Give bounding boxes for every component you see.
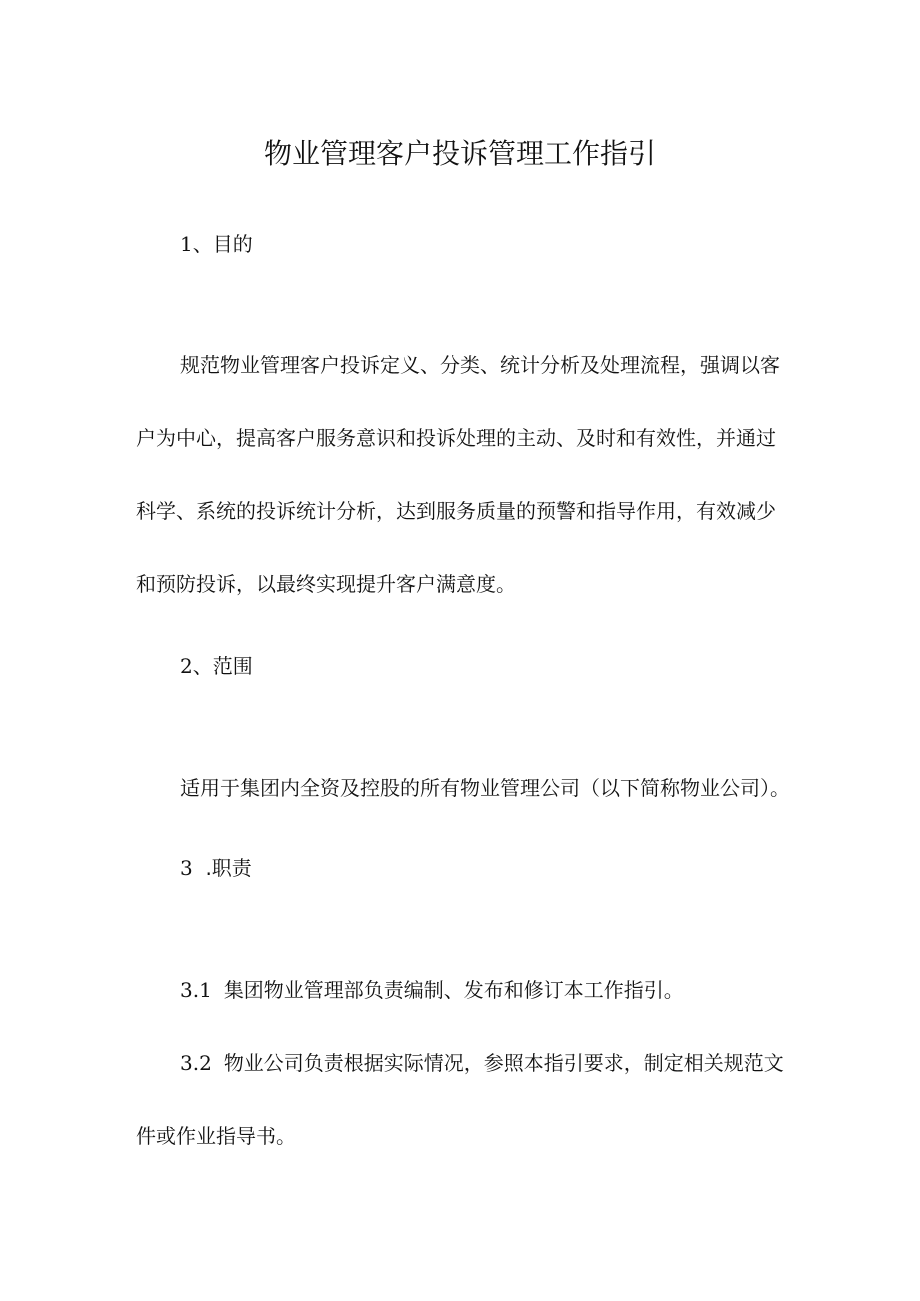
section-number: 1 [180,232,193,256]
section-heading-purpose [180,229,253,259]
section-title: .职责 [192,856,252,880]
list-item [180,975,684,1005]
section-title: 、范围 [192,654,253,678]
section-number: 2 [180,654,193,678]
section-title: 、目的 [192,232,253,256]
paragraph-line: 规范物业管理客户投诉定义、分类、统计分析及处理流程，强调以客 [180,353,780,377]
paragraph-line: 和预防投诉，以最终实现提升客户满意度。 [136,572,516,596]
item-number: 3.2 [180,1051,212,1075]
paragraph-line: 件或作业指导书。 [136,1124,296,1148]
item-number: 3.1 [180,978,212,1002]
item-text: 集团物业管理部负责编制、发布和修订本工作指引。 [223,978,684,1002]
paragraph-line: 户为中心，提高客户服务意识和投诉处理的主动、及时和有效性，并通过 [136,426,776,450]
paragraph-line: 科学、系统的投诉统计分析，达到服务质量的预警和指导作用，有效减少 [136,499,776,523]
section-heading-scope [180,651,253,681]
section-number: 3 [180,856,193,880]
list-item [180,1048,784,1078]
section-heading-responsibilities [180,853,252,883]
document-title: 物业管理客户投诉管理工作指引 [263,137,656,170]
item-text: 物业公司负责根据实际情况，参照本指引要求，制定相关规范文 [223,1051,784,1075]
paragraph-line: 适用于集团内全资及控股的所有物业管理公司（以下简称物业公司）。 [180,776,790,800]
